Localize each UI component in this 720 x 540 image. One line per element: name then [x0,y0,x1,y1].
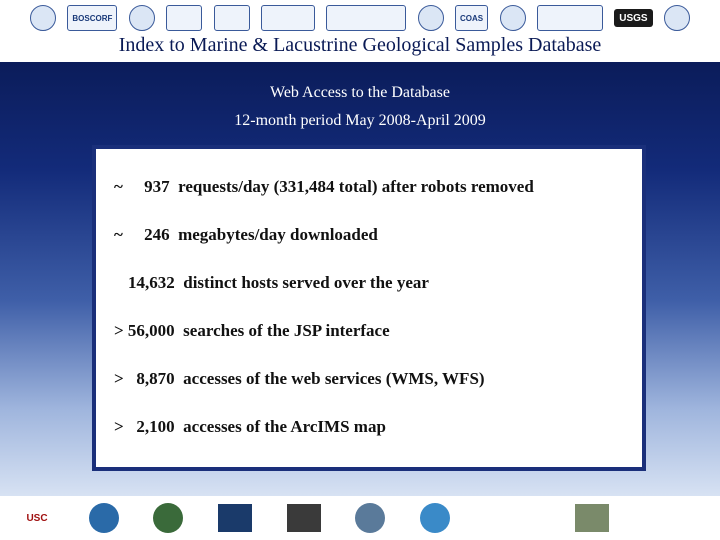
logo-icon [153,503,183,533]
logo-icon [214,5,250,31]
logo-icon [261,5,315,31]
coas-logo: COAS [455,5,488,31]
logo-icon [326,5,406,31]
subtitle-line-1: Web Access to the Database [270,84,450,101]
logo-icon [664,5,690,31]
logo-icon [218,504,252,532]
boscorf-logo: BOSCORF [67,5,117,31]
logo-icon [166,5,202,31]
logo-icon [420,503,450,533]
logo-icon [644,504,700,532]
logo-icon [500,5,526,31]
stat-hosts: 14,632 distinct hosts served over the year [128,273,429,292]
sponsor-logos-top [30,4,690,32]
logo-icon [485,504,541,532]
page-title: Index to Marine & Lacustrine Geological Samples Database [118,34,602,56]
logo-icon [537,5,603,31]
logo-icon [355,503,385,533]
footer [0,496,720,540]
usc-logo: USC [26,512,48,524]
stat-requests: ~ 937 requests/day (331,484 total) after robots removed [114,177,534,196]
stat-web-services: > 8,870 accesses of the web services (WMS, WFS) [114,369,485,388]
logo-icon [129,5,155,31]
logo-icon [575,504,609,532]
stat-arcims: > 2,100 accesses of the ArcIMS map [114,417,386,436]
logo-icon [287,504,321,532]
logo-icon [418,5,444,31]
stat-megabytes: ~ 246 megabytes/day downloaded [114,225,378,244]
subtitle-line-2: 12-month period May 2008-April 2009 [234,112,486,129]
sponsor-logos-bottom [20,500,700,536]
logo-icon [30,5,56,31]
stats-box [92,145,646,471]
top-strip [0,0,720,62]
stat-jsp-searches: > 56,000 searches of the JSP interface [114,321,390,340]
usgs-logo: USGS [614,9,652,27]
logo-icon [89,503,119,533]
